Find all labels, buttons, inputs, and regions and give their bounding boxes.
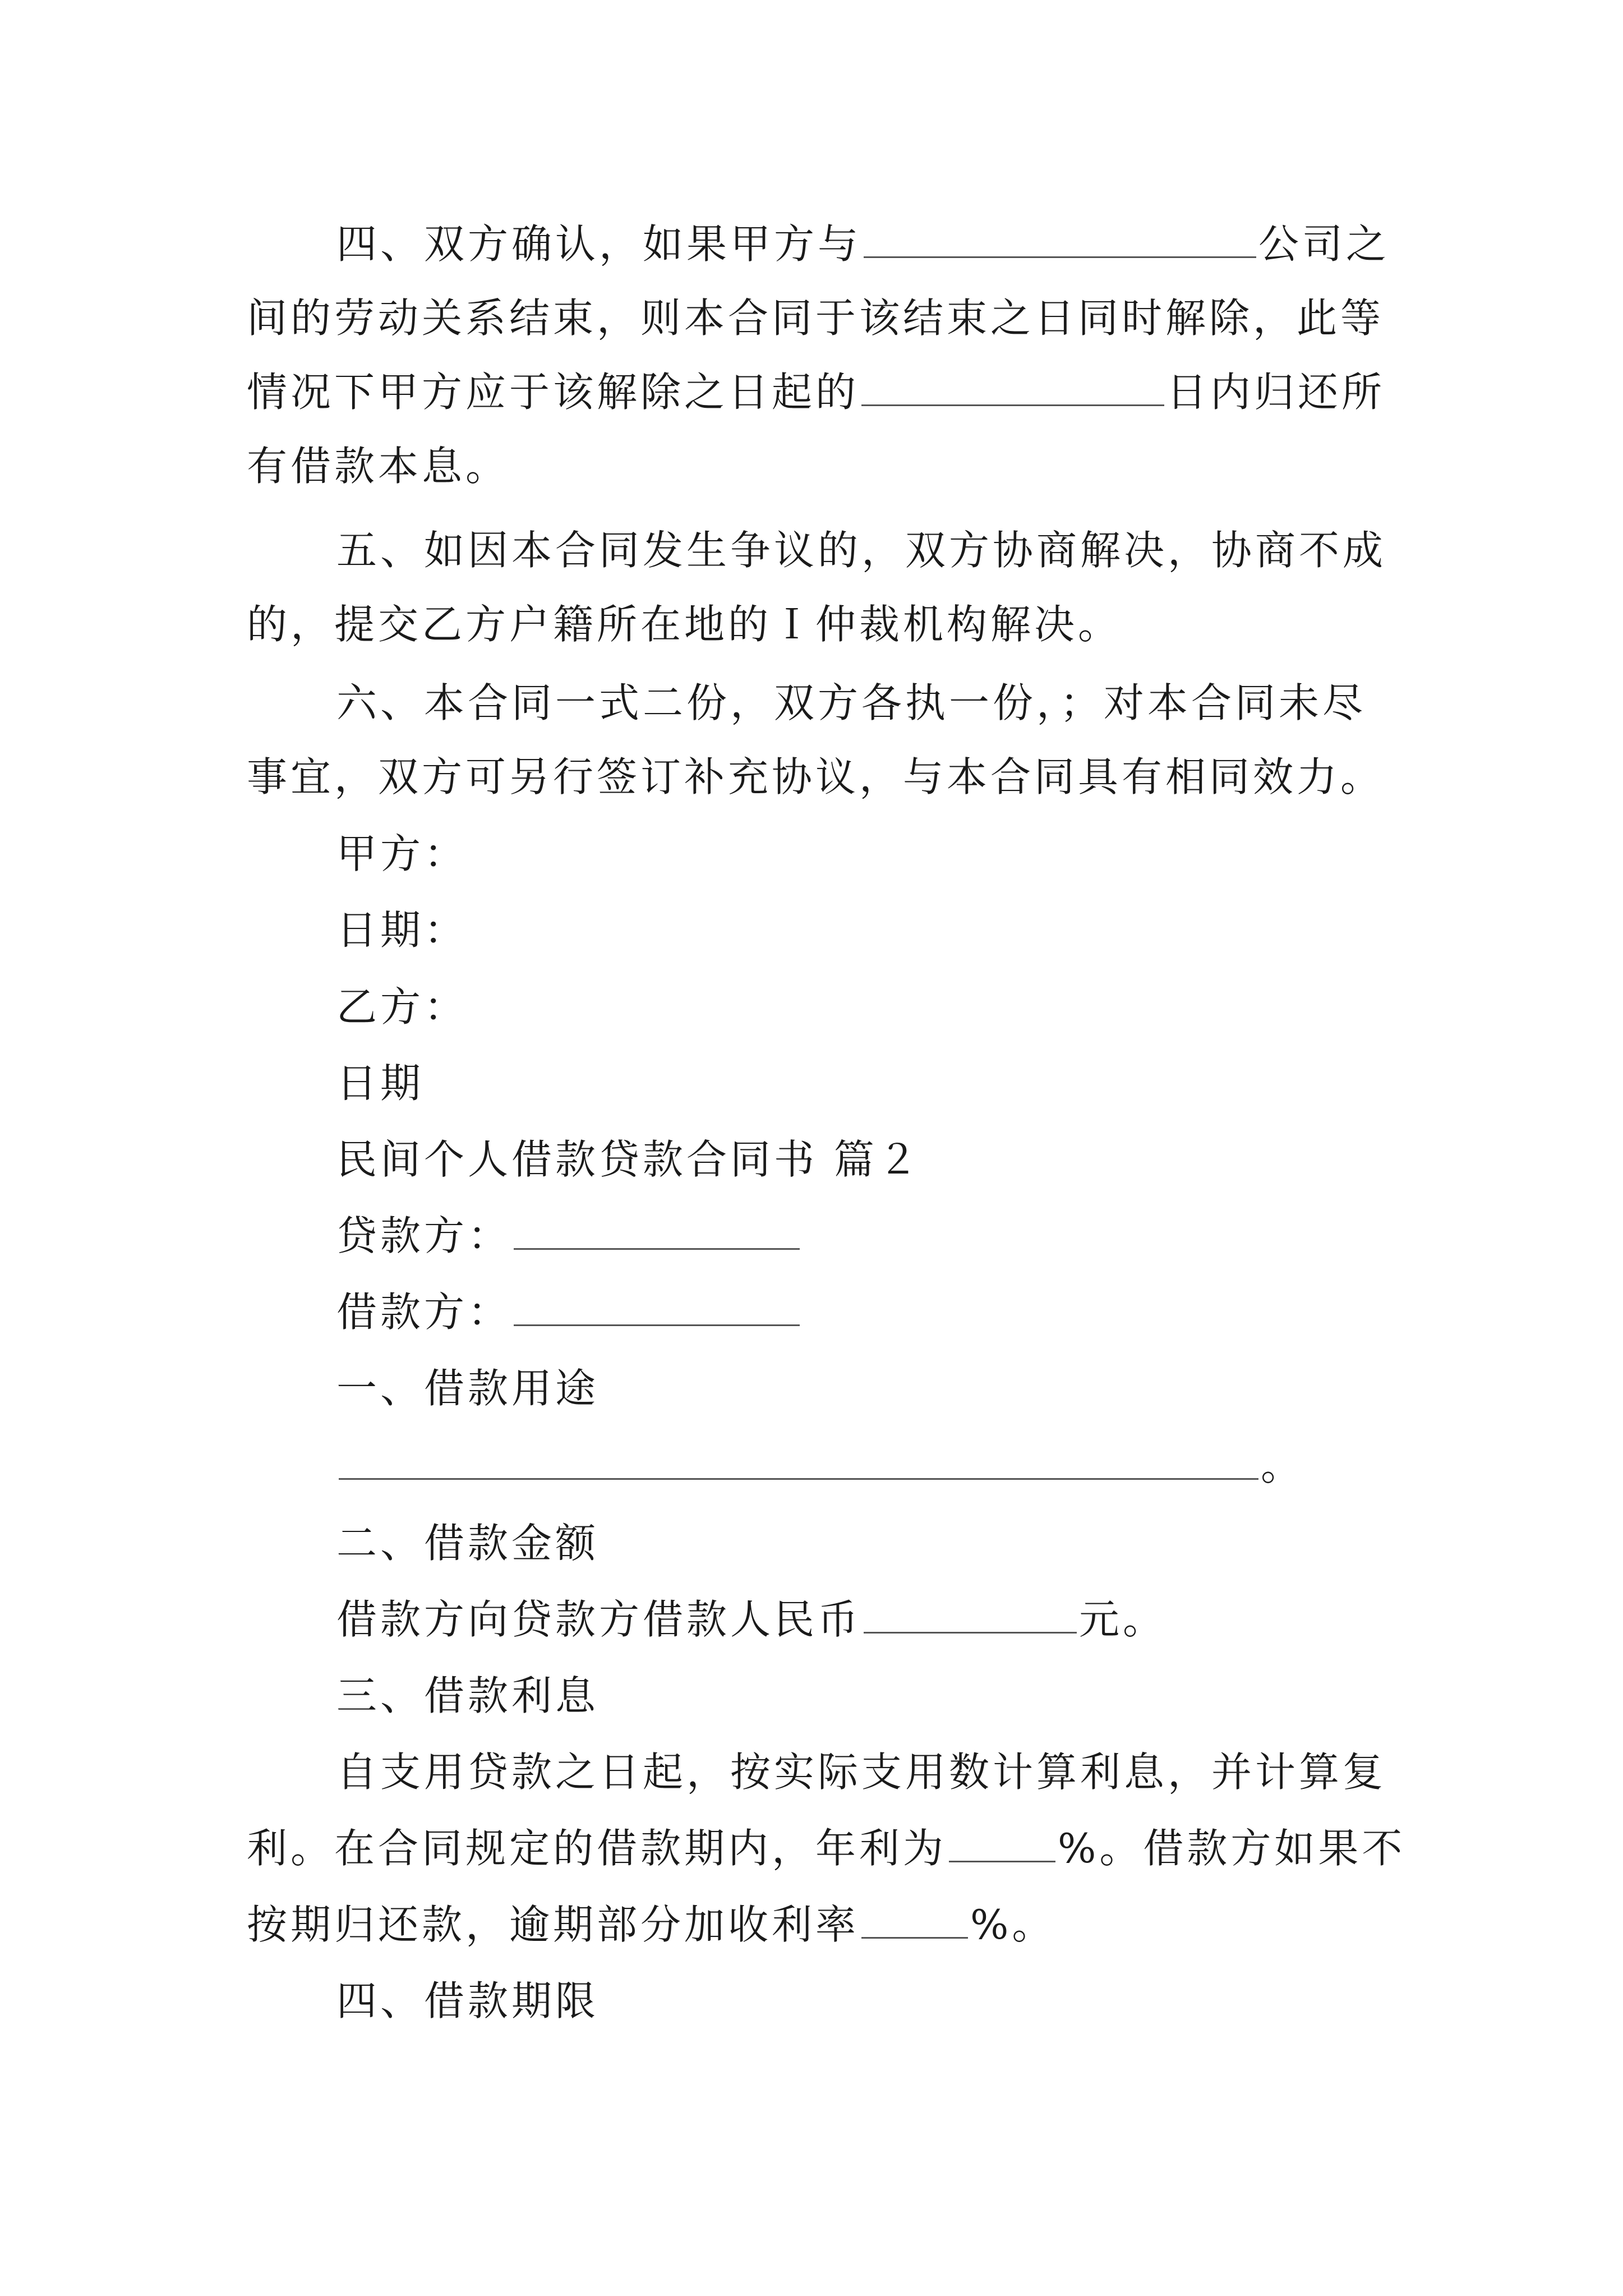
blank-days [861, 371, 1164, 406]
section-1-heading [336, 1358, 599, 1419]
blank-company [864, 223, 1256, 258]
text-segment: 自支用贷款之日起，按实际支用数计算利息，并计算复 [336, 1749, 1387, 1796]
clause-6-line-1 [336, 672, 1366, 734]
text-segment: 乙方： [336, 983, 468, 1030]
party-a-label [336, 823, 468, 885]
text-segment: 的，提交乙方户籍所在地的Ｉ仲裁机构解决。 [247, 601, 1122, 648]
text-segment: 有借款本息。 [247, 443, 510, 490]
clause-5-line-1 [336, 519, 1386, 581]
amount-line [336, 1589, 1166, 1650]
interest-line-3 [247, 1894, 1055, 1955]
clause-5-line-2 [247, 593, 1122, 655]
section-4-heading [336, 1970, 599, 2032]
text-segment: 贷款方： [336, 1212, 512, 1259]
text-segment: 借款方： [336, 1289, 512, 1336]
date-label-1 [336, 899, 468, 961]
clause-4-line-4 [247, 435, 509, 497]
text-segment: 六、本合同一式二份，双方各执一份，；对本合同未尽 [336, 679, 1367, 726]
text-segment: 二、借款金额 [336, 1520, 600, 1567]
text-segment: 公司之 [1258, 220, 1390, 268]
clause-4-line-1 [336, 213, 1390, 275]
blank-overdue-rate [861, 1903, 968, 1939]
text-segment: 间的劳动关系结束，则本合同于该结束之日同时解除，此等 [247, 295, 1385, 342]
text-segment: %。 [970, 1901, 1056, 1948]
interest-line-2 [247, 1818, 1405, 1879]
text-segment: 日内归还所 [1166, 369, 1386, 416]
text-segment: 事宜，双方可另行签订补充协议，与本合同具有相同效力。 [247, 753, 1385, 800]
blank-purpose [339, 1444, 1258, 1480]
text-segment: 。 [1261, 1442, 1305, 1489]
purpose-line [336, 1435, 1304, 1497]
text-segment: 元。 [1079, 1596, 1167, 1643]
text-segment: 民间个人借款贷款合同书 篇２ [336, 1136, 921, 1183]
clause-4-line-2 [247, 287, 1384, 349]
text-segment: 利。在合同规定的借款期内，年利为 [247, 1825, 947, 1872]
text-segment: 借款方向贷款方借款人民币 [336, 1596, 862, 1643]
lender-line [336, 1205, 802, 1267]
blank-annual-rate [949, 1827, 1055, 1862]
contract-title [336, 1129, 921, 1190]
text-segment: 情况下甲方应于该解除之日起的 [247, 369, 860, 416]
text-segment: 按期归还款，逾期部分加收利率 [247, 1901, 860, 1948]
text-segment: 四、双方确认，如果甲方与 [336, 220, 862, 268]
borrower-line [336, 1281, 802, 1343]
clause-4-line-3 [247, 361, 1385, 423]
text-segment: 一、借款用途 [336, 1365, 600, 1412]
blank-amount [864, 1598, 1077, 1634]
section-3-heading [336, 1665, 599, 1727]
text-segment: 日期： [336, 907, 468, 954]
text-segment: %。借款方如果不 [1058, 1825, 1406, 1872]
blank-borrower [514, 1291, 800, 1326]
blank-lender [514, 1214, 800, 1250]
clause-6-line-2 [247, 746, 1384, 808]
date-label-2 [336, 1052, 424, 1114]
section-2-heading [336, 1512, 599, 1574]
text-segment: 三、借款利息 [336, 1672, 600, 1719]
party-b-label [336, 976, 468, 1038]
text-segment: 甲方： [336, 830, 468, 877]
text-segment: 五、如因本合同发生争议的，双方协商解决，协商不成 [336, 527, 1387, 574]
text-segment: 四、借款期限 [336, 1977, 600, 2024]
text-segment: 日期 [336, 1060, 425, 1107]
interest-line-1 [336, 1741, 1386, 1803]
